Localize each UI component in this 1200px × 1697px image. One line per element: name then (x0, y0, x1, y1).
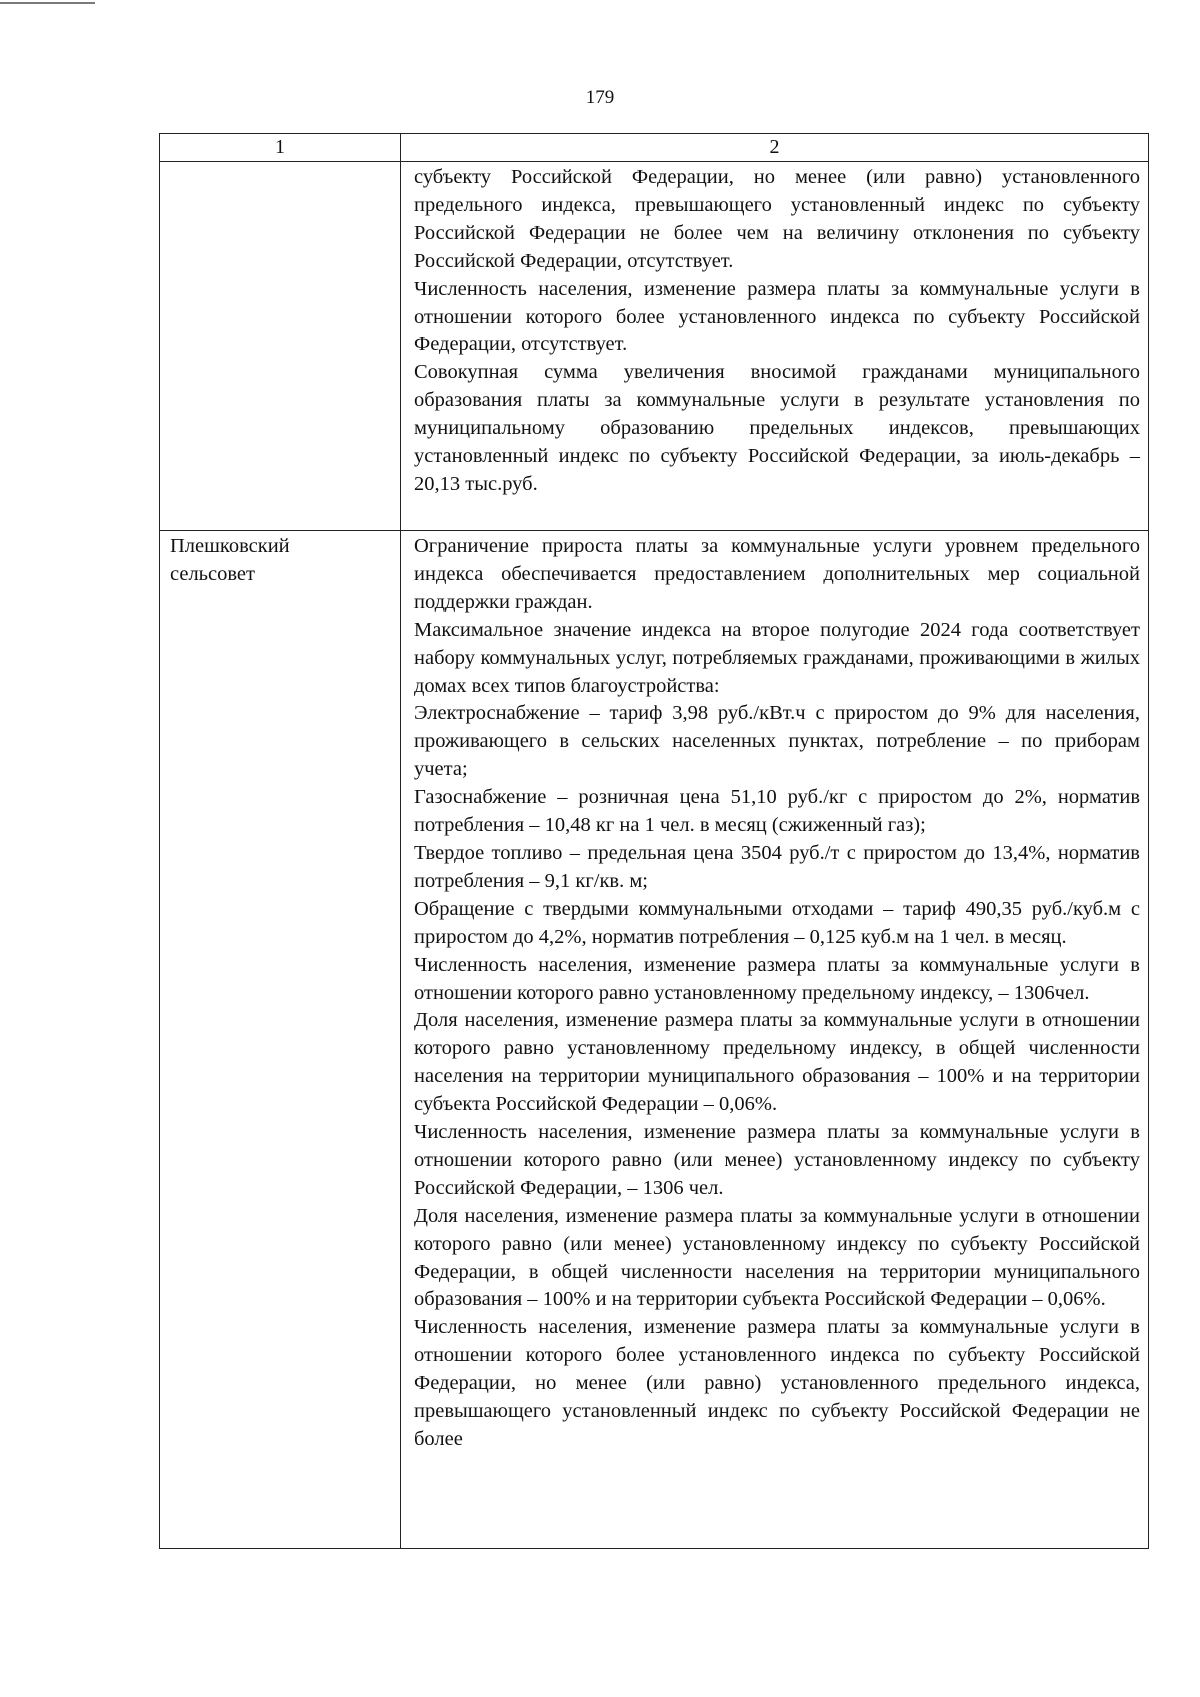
paragraph: Численность населения, изменение размера платы за коммунальные услуги в отношении которого равно установленному предельному индексу, – 1306чел. (414, 953, 1140, 1004)
municipality-cell (160, 531, 401, 1549)
description-cell (401, 531, 1149, 1549)
table-row-continued (160, 162, 1149, 531)
municipal-index-table (159, 133, 1149, 1549)
municipality-name-line: Плешковский (170, 535, 290, 557)
paragraph: Твердое топливо – предельная цена 3504 руб./т с приростом до 13,4%, норматив потребления – 9,1 кг/кв. м; (414, 841, 1140, 892)
description-cell-continued (401, 162, 1149, 531)
paragraph: Максимальное значение индекса на второе полугодие 2024 года соответствует набору коммунальных услуг, потребляемых гражданами, проживающими в жилых домах всех типов благоустройства: (414, 618, 1140, 697)
paragraph: Численность населения, изменение размера платы за коммунальные услуги в отношении которого более установленного индекса по субъекту Российской Федерации, но менее (или равно) установленного предельного индекса, превышающего установленный индекс по субъекту Российской Федерации не более (414, 1316, 1140, 1450)
paragraph: Численность населения, изменение размера платы за коммунальные услуги в отношении которого равно (или менее) установленному индексу по субъекту Российской Федерации, – 1306 чел. (414, 1121, 1140, 1199)
paragraph: Совокупная сумма увеличения вносимой гражданами муниципального образования платы за коммунальные услуги в результате установления по муниципальному образованию предельных индексов, превышающих установленный индекс по субъекту Российской Федерации, за июль-декабрь – 20,13 тыс.руб. (414, 361, 1140, 495)
paragraph: Обращение с твердыми коммунальными отходами – тариф 490,35 руб./куб.м с приростом до 4,2%, норматив потребления – 0,125 куб.м на 1 чел. в месяц. (414, 897, 1140, 948)
paragraph: Доля населения, изменение размера платы за коммунальные услуги в отношении которого равно установленному предельному индексу, в общей численности населения на территории муниципального образования – 100% и на территории субъекта Российской Федерации – 0,06%. (414, 1009, 1140, 1116)
table-header-row (160, 134, 1149, 162)
paragraph: субъекту Российской Федерации, но менее (или равно) установленного предельного индекса, превышающего установленный индекс по субъекту Российской Федерации не более чем на величину отклонения по субъекту Российской Федерации, отсутствует. (414, 166, 1140, 272)
column-header-2: 2 (401, 134, 1149, 162)
table-row-pleshkovsky (160, 531, 1149, 1549)
municipality-name-line: сельсовет (170, 562, 255, 585)
scan-edge-mark (0, 2, 95, 4)
municipality-cell-empty (160, 162, 401, 531)
column-header-1: 1 (160, 134, 401, 162)
paragraph: Электроснабжение – тариф 3,98 руб./кВт.ч с приростом до 9% для населения, проживающего в сельских населенных пунктах, потребление – по приборам учета; (414, 702, 1140, 781)
page-number: 179 (585, 87, 615, 108)
paragraph: Доля населения, изменение размера платы за коммунальные услуги в отношении которого равно (или менее) установленному индексу по субъекту Российской Федерации, в общей численности населения на территории муниципального образования – 100% и на территории субъекта Российской Федерации – 0,06%. (414, 1204, 1140, 1311)
paragraph: Газоснабжение – розничная цена 51,10 руб./кг с приростом до 2%, норматив потребления – 10,48 кг на 1 чел. в месяц (сжиженный газ); (414, 786, 1140, 837)
paragraph: Ограничение прироста платы за коммунальные услуги уровнем предельного индекса обеспечивается предоставлением дополнительных мер социальной поддержки граждан. (414, 535, 1140, 613)
paragraph: Численность населения, изменение размера платы за коммунальные услуги в отношении которого более установленного индекса по субъекту Российской Федерации, отсутствует. (414, 277, 1140, 356)
